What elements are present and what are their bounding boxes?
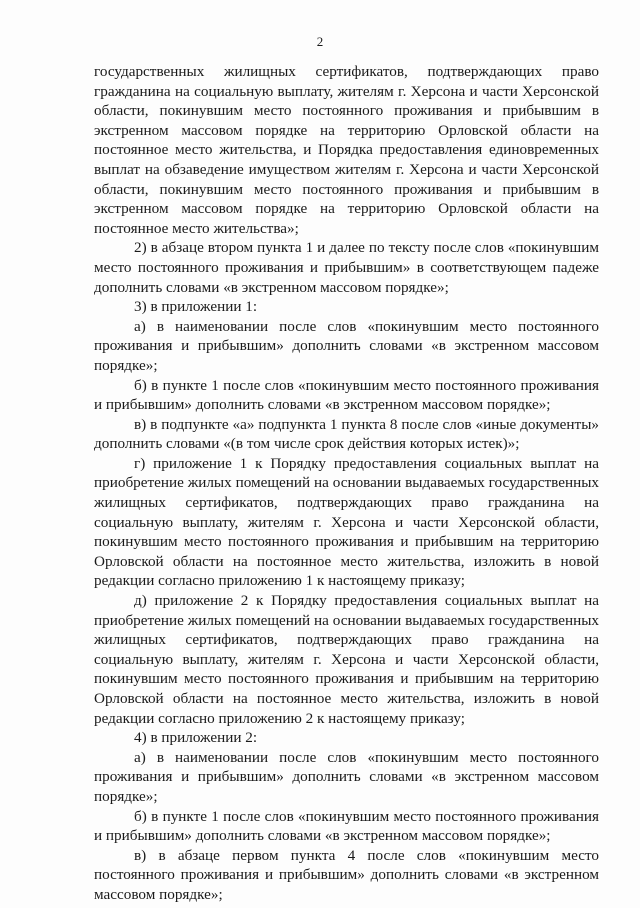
paragraph: государственных жилищных сертификатов, подтверждающих право гражданина на социальную выплату, жителям г. Херсона и части Херсонской области, покинувшим место постоянного проживания и прибывшим в экстренном массовом порядке на территорию Орловской области на постоянное место жительства, и Порядка предоставления единовременных выплат на обзаведение имуществом жителям г. Херсона и части Херсонской области, покинувшим место постоянного проживания и прибывшим в экстренном массовом порядке на территорию Орловской области на постоянное место жительства»; [94,63,599,237]
paragraph: б) в пункте 1 после слов «покинувшим место постоянного проживания и прибывшим» дополнить словами «в экстренном массовом порядке»; [94,807,599,845]
paragraph: а) в наименовании после слов «покинувшим место постоянного проживания и прибывшим» дополнить словами «в экстренном массовом порядке»; [94,317,599,374]
paragraph: 4) в приложении 2: [134,729,258,747]
paragraph: д) приложение 2 к Порядку предоставления социальных выплат на приобретение жилых помещений на основании выдаваемых государственных жилищных сертификатов, подтверждающих право гражданина на социальную выплату, жителям г. Херсона и части Херсонской области, покинувшим место постоянного проживания и прибывшим на территорию Орловской области на постоянное место жительства, изложить в новой редакции согласно приложению 2 к настоящему приказу; [94,592,599,727]
paragraph: а) в наименовании после слов «покинувшим место постоянного проживания и прибывшим» дополнить словами «в экстренном массовом порядке»; [94,748,599,805]
page-number: 2 [316,34,324,49]
document-body [94,62,599,905]
paragraph: в) в абзаце первом пункта 4 после слов «покинувшим место постоянного проживания и прибывшим» дополнить словами «в экстренном массовом порядке»; [94,846,599,903]
paragraph: в) в подпункте «а» подпункта 1 пункта 8 после слов «иные документы» дополнить словами «(в том числе срок действия которых истек)»; [94,415,599,453]
paragraph: 2) в абзаце втором пункта 1 и далее по тексту после слов «покинувшим место постоянного проживания и прибывшим» в соответствующем падеже дополнить словами «в экстренном массовом порядке»; [94,239,599,296]
paragraph: 3) в приложении 1: [134,298,258,316]
paragraph: б) в пункте 1 после слов «покинувшим место постоянного проживания и прибывшим» дополнить словами «в экстренном массовом порядке»; [94,376,599,414]
paragraph: г) приложение 1 к Порядку предоставления социальных выплат на приобретение жилых помещений на основании выдаваемых государственных жилищных сертификатов, подтверждающих право гражданина на социальную выплату, жителям г. Херсона и части Херсонской области, покинувшим место постоянного проживания и прибывшим на территорию Орловской области на постоянное место жительства, изложить в новой редакции согласно приложению 1 к настоящему приказу; [94,454,599,590]
